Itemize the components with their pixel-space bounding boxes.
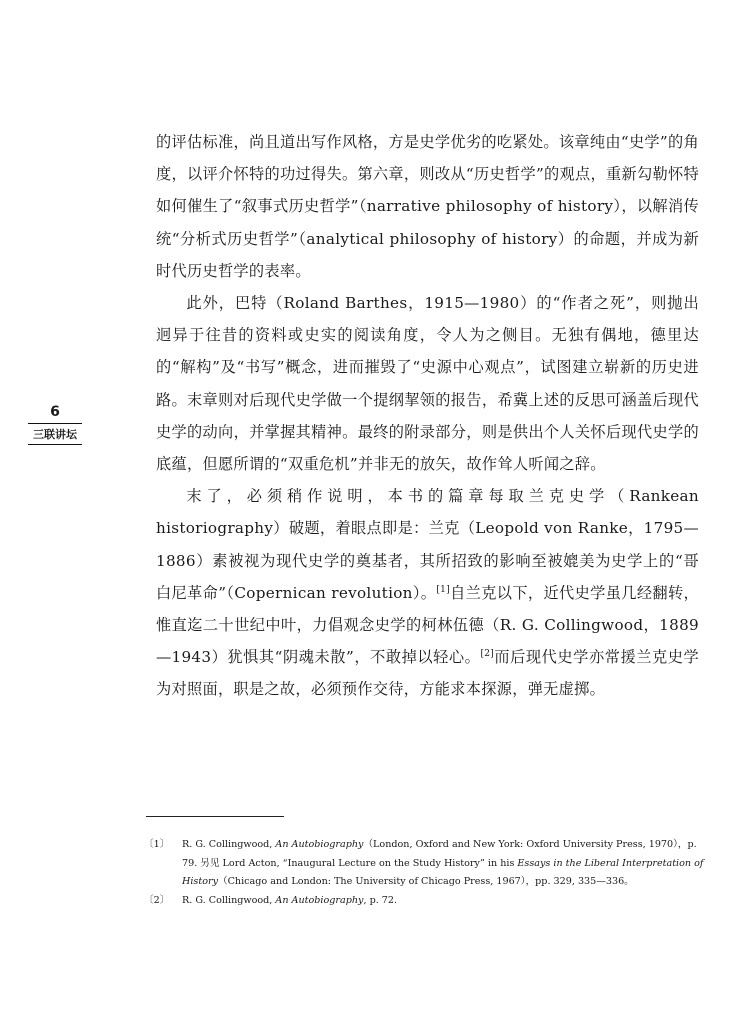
footnote-ref-1[interactable]: [1] [436, 584, 451, 595]
footnote-segment: , p. 72. [363, 894, 398, 906]
footnote-1 [144, 836, 704, 892]
footnote-text [182, 892, 704, 911]
footnote-marker: 〔1〕 [144, 839, 170, 850]
footnote-segment: （Chicago and London: The University of Chicago Press, 1967），pp. 329, 335—336。 [218, 876, 634, 887]
paragraph-segment: 此外，巴特（Roland Barthes，1915—1980）的“作者之死”，则抛出迥异于往昔的资料或史实的阅读角度，令人为之侧目。无独有偶地，德里达的“解构”及“书写”概念，进而摧毁了“史源中心观点”，试图建立崭新的历史进路。末章则对后现代史学做一个提纲挈领的报告，希冀上述的反思可涵盖后现代史学的动向，并掌握其精神。最终的附录部分，则是供出个人关怀后现代史学的底蕴，但愿所谓的“双重危机”并非无的放矢，故作耸人听闻之辞。 [156, 294, 699, 474]
paragraph-segment: 的评估标准，尚且道出写作风格，方是史学优劣的吃紧处。该章纯由“史学”的角度，以评介怀特的功过得失。第六章，则改从“历史哲学”的观点，重新勾勒怀特如何催生了“叙事式历史哲学”（narrative philosophy of history），以解消传统“分析式历史哲学”（analytical philosophy of history）的命题，并成为新时代历史哲学的表率。 [156, 133, 699, 280]
paragraph-segment: 末了，必须稍作说明，本书的篇章每取兰克史学（Rankean historiography）破题，着眼点即是：兰克（Leopold von Ranke，1795—1886）素被视为现代史学的奠基者，其所招致的影响至被媲美为史学上的“哥白尼革命”（Copernican revolution）。 [156, 487, 699, 602]
footnote-segment: （London, Oxford and New York: Oxford University Press, 1970），p. 79. 另见 Lord Acton, “Inaugural Lecture on the Study History” in his [182, 839, 697, 869]
footnote-marker: 〔2〕 [144, 894, 170, 906]
paragraph-3 [156, 480, 699, 705]
book-title: Essays in the Liberal Interpretation of History [182, 857, 704, 887]
footnote-segment: R. G. Collingwood, [182, 839, 276, 850]
footnotes [144, 836, 704, 910]
paragraph-2 [156, 287, 699, 480]
paragraph-segment: 而后现代史学亦常援兰克史学为对照面，职是之故，必须预作交待，方能求本探源，弹无虚掷。 [156, 648, 699, 699]
margin-tab [28, 404, 82, 445]
footnote-2 [144, 892, 704, 911]
footnote-text [182, 836, 704, 892]
book-title: An Autobiography [275, 839, 364, 850]
page-number: 6 [28, 404, 82, 424]
footnote-segment: R. G. Collingwood, [182, 894, 276, 906]
body-text [156, 126, 699, 706]
footnote-divider [146, 816, 284, 817]
series-label: 三联讲坛 [28, 424, 82, 445]
footnote-ref-2[interactable]: [2] [480, 649, 495, 660]
book-title: An Autobiography [275, 894, 364, 906]
paragraph-segment: 自兰克以下，近代史学虽几经翻转，惟直迄二十世纪中叶，力倡观念史学的柯林伍德（R. G. Collingwood，1889—1943）犹惧其“阴魂未散”，不敢掉以轻心。 [156, 583, 699, 667]
paragraph-1 [156, 126, 699, 287]
